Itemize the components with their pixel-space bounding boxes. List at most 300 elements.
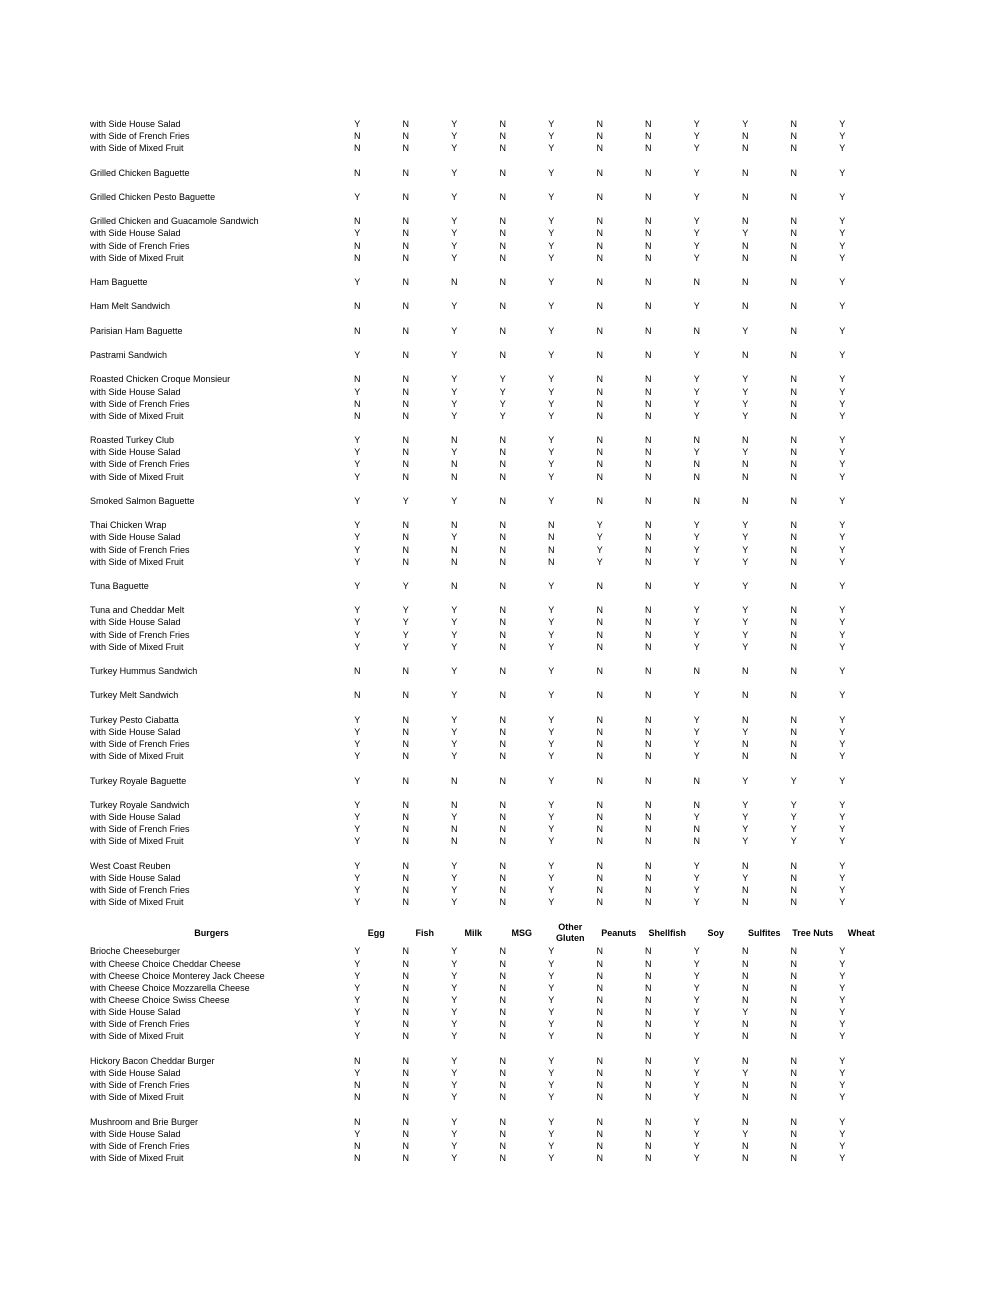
allergen-value: Y: [693, 192, 700, 203]
table-row: [90, 385, 880, 397]
table-row: [90, 531, 880, 543]
allergen-value: N: [499, 739, 506, 750]
allergen-value: N: [645, 325, 652, 336]
allergen-value: Y: [839, 629, 846, 640]
allergen-value: Y: [742, 836, 749, 847]
allergen-value: Y: [548, 119, 555, 130]
allergen-value: N: [790, 666, 797, 677]
allergen-value: Y: [548, 1128, 555, 1139]
allergen-value: N: [742, 860, 749, 871]
allergen-value: N: [596, 131, 603, 142]
item-name: Parisian Ham Baguette: [90, 325, 183, 336]
allergen-value: N: [645, 435, 652, 446]
table-row: [90, 227, 880, 239]
allergen-value: Y: [693, 216, 700, 227]
allergen-value: N: [693, 435, 700, 446]
allergen-value: N: [596, 714, 603, 725]
allergen-value: Y: [693, 617, 700, 628]
allergen-value: N: [499, 1128, 506, 1139]
allergen-value: Y: [693, 872, 700, 883]
column-header-msg: MSG: [511, 927, 532, 938]
item-name: with Side of French Fries: [90, 1140, 190, 1151]
allergen-value: N: [742, 897, 749, 908]
table-row: [90, 142, 880, 154]
allergen-value: Y: [548, 605, 555, 616]
allergen-value: Y: [742, 641, 749, 652]
allergen-value: Y: [402, 629, 409, 640]
allergen-value: Y: [693, 982, 700, 993]
allergen-value: N: [451, 836, 458, 847]
item-name: Turkey Royale Baguette: [90, 775, 187, 786]
allergen-value: Y: [548, 1080, 555, 1091]
allergen-value: Y: [451, 641, 458, 652]
allergen-value: Y: [548, 946, 555, 957]
allergen-value: N: [596, 143, 603, 154]
allergen-value: Y: [402, 641, 409, 652]
allergen-value: Y: [693, 556, 700, 567]
table-row: [90, 1018, 880, 1030]
allergen-value: N: [499, 228, 506, 239]
item-name: with Side House Salad: [90, 1007, 181, 1018]
group-spacer: [90, 847, 880, 859]
section-title: Burgers: [194, 927, 229, 938]
allergen-value: N: [499, 556, 506, 567]
allergen-value: Y: [693, 860, 700, 871]
allergen-value: N: [596, 410, 603, 421]
allergen-value: Y: [548, 350, 555, 361]
allergen-value: Y: [839, 277, 846, 288]
allergen-value: Y: [354, 495, 361, 506]
allergen-value: N: [693, 836, 700, 847]
item-name: Grilled Chicken and Guacamole Sandwich: [90, 216, 259, 227]
allergen-value: N: [790, 1031, 797, 1042]
allergen-value: N: [742, 739, 749, 750]
allergen-value: Y: [693, 410, 700, 421]
allergen-value: N: [645, 946, 652, 957]
allergen-value: Y: [451, 946, 458, 957]
table-row: [90, 738, 880, 750]
allergen-value: N: [742, 751, 749, 762]
allergen-value: N: [693, 277, 700, 288]
allergen-value: N: [354, 1116, 361, 1127]
allergen-value: N: [645, 799, 652, 810]
allergen-value: N: [645, 131, 652, 142]
allergen-value: N: [354, 410, 361, 421]
allergen-value: Y: [839, 775, 846, 786]
allergen-value: Y: [839, 946, 846, 957]
allergen-value: Y: [548, 143, 555, 154]
allergen-value: N: [499, 1080, 506, 1091]
item-name: with Cheese Choice Swiss Cheese: [90, 995, 230, 1006]
allergen-value: N: [693, 495, 700, 506]
item-name: Roasted Turkey Club: [90, 435, 175, 446]
allergen-value: N: [645, 386, 652, 397]
allergen-value: N: [790, 982, 797, 993]
allergen-value: N: [402, 982, 409, 993]
allergen-value: N: [596, 970, 603, 981]
allergen-value: Y: [548, 410, 555, 421]
allergen-value: N: [790, 581, 797, 592]
allergen-value: N: [645, 629, 652, 640]
allergen-value: N: [790, 690, 797, 701]
table-row: [90, 543, 880, 555]
allergen-value: N: [742, 884, 749, 895]
allergen-value: Y: [499, 398, 506, 409]
allergen-value: N: [402, 824, 409, 835]
allergen-value: N: [354, 398, 361, 409]
allergen-value: N: [596, 824, 603, 835]
allergen-value: Y: [354, 629, 361, 640]
group-spacer: [90, 264, 880, 276]
table-row: [90, 240, 880, 252]
allergen-value: Y: [693, 1067, 700, 1078]
allergen-value: Y: [354, 119, 361, 130]
allergen-value: Y: [839, 884, 846, 895]
allergen-value: Y: [354, 811, 361, 822]
allergen-value: N: [499, 301, 506, 312]
group-spacer: [90, 762, 880, 774]
allergen-value: N: [742, 350, 749, 361]
table-row: [90, 1140, 880, 1152]
allergen-value: N: [693, 775, 700, 786]
allergen-value: N: [402, 1153, 409, 1164]
allergen-value: Y: [693, 1055, 700, 1066]
allergen-value: N: [742, 167, 749, 178]
allergen-value: N: [742, 1153, 749, 1164]
allergen-value: N: [790, 1153, 797, 1164]
allergen-value: N: [596, 1007, 603, 1018]
allergen-value: N: [790, 1019, 797, 1030]
allergen-value: N: [402, 350, 409, 361]
allergen-value: Y: [451, 1055, 458, 1066]
allergen-value: Y: [839, 1140, 846, 1151]
allergen-value: N: [645, 581, 652, 592]
group-spacer: [90, 787, 880, 799]
allergen-value: Y: [839, 751, 846, 762]
allergen-value: N: [645, 982, 652, 993]
item-name: Smoked Salmon Baguette: [90, 495, 195, 506]
allergen-value: Y: [839, 811, 846, 822]
allergen-value: Y: [354, 1019, 361, 1030]
allergen-value: Y: [548, 836, 555, 847]
allergen-value: Y: [548, 435, 555, 446]
allergen-value: N: [499, 495, 506, 506]
allergen-value: N: [693, 799, 700, 810]
table-row: [90, 957, 880, 969]
allergen-value: Y: [548, 398, 555, 409]
allergen-table: [90, 118, 880, 1176]
allergen-value: N: [499, 775, 506, 786]
allergen-value: Y: [548, 970, 555, 981]
allergen-value: Y: [548, 1092, 555, 1103]
allergen-value: N: [354, 252, 361, 263]
allergen-value: N: [402, 995, 409, 1006]
allergen-value: N: [402, 1031, 409, 1042]
allergen-value: N: [645, 495, 652, 506]
allergen-value: Y: [742, 447, 749, 458]
allergen-value: Y: [548, 690, 555, 701]
allergen-value: N: [645, 252, 652, 263]
allergen-value: N: [742, 192, 749, 203]
allergen-value: Y: [451, 398, 458, 409]
allergen-value: N: [402, 471, 409, 482]
allergen-value: Y: [451, 1080, 458, 1091]
allergen-value: N: [645, 544, 652, 555]
allergen-value: N: [499, 946, 506, 957]
allergen-value: N: [402, 459, 409, 470]
allergen-value: N: [596, 751, 603, 762]
allergen-value: N: [499, 690, 506, 701]
allergen-value: N: [790, 739, 797, 750]
item-name: with Side of French Fries: [90, 1019, 190, 1030]
allergen-value: Y: [548, 325, 555, 336]
allergen-value: N: [742, 471, 749, 482]
allergen-value: N: [596, 350, 603, 361]
allergen-value: Y: [693, 970, 700, 981]
allergen-value: N: [645, 617, 652, 628]
allergen-value: N: [742, 1116, 749, 1127]
allergen-value: Y: [693, 1092, 700, 1103]
allergen-value: N: [402, 860, 409, 871]
allergen-value: Y: [839, 970, 846, 981]
allergen-value: Y: [790, 824, 797, 835]
allergen-value: Y: [548, 228, 555, 239]
allergen-value: N: [499, 581, 506, 592]
allergen-value: N: [645, 471, 652, 482]
allergen-value: N: [645, 167, 652, 178]
allergen-value: N: [499, 216, 506, 227]
allergen-value: Y: [693, 1019, 700, 1030]
allergen-value: N: [645, 605, 652, 616]
allergen-value: Y: [548, 1153, 555, 1164]
allergen-value: Y: [548, 884, 555, 895]
allergen-value: Y: [548, 958, 555, 969]
allergen-value: N: [499, 958, 506, 969]
allergen-value: N: [402, 532, 409, 543]
allergen-value: N: [790, 398, 797, 409]
allergen-value: Y: [839, 1116, 846, 1127]
allergen-value: N: [402, 277, 409, 288]
allergen-value: N: [596, 447, 603, 458]
allergen-value: N: [790, 216, 797, 227]
item-name: Roasted Chicken Croque Monsieur: [90, 374, 231, 385]
allergen-value: N: [451, 824, 458, 835]
item-name: with Side of Mixed Fruit: [90, 410, 184, 421]
group-spacer: [90, 179, 880, 191]
allergen-value: N: [790, 897, 797, 908]
allergen-value: Y: [451, 240, 458, 251]
allergen-value: N: [402, 1055, 409, 1066]
allergen-value: Y: [548, 739, 555, 750]
item-name: with Side of French Fries: [90, 544, 190, 555]
item-name: with Side of French Fries: [90, 240, 190, 251]
allergen-value: N: [354, 1055, 361, 1066]
allergen-value: Y: [693, 1031, 700, 1042]
allergen-value: N: [402, 1140, 409, 1151]
allergen-value: Y: [742, 228, 749, 239]
allergen-value: N: [742, 277, 749, 288]
allergen-value: Y: [548, 811, 555, 822]
allergen-value: N: [402, 811, 409, 822]
allergen-value: Y: [839, 495, 846, 506]
allergen-value: N: [499, 131, 506, 142]
allergen-value: N: [596, 690, 603, 701]
allergen-value: Y: [693, 350, 700, 361]
allergen-value: Y: [451, 1092, 458, 1103]
group-spacer: [90, 483, 880, 495]
allergen-value: Y: [451, 958, 458, 969]
allergen-value: Y: [693, 252, 700, 263]
table-row: [90, 1152, 880, 1164]
allergen-value: N: [402, 1128, 409, 1139]
allergen-value: N: [402, 1007, 409, 1018]
allergen-value: Y: [354, 836, 361, 847]
allergen-value: Y: [354, 799, 361, 810]
allergen-value: N: [645, 216, 652, 227]
allergen-value: Y: [839, 1128, 846, 1139]
allergen-value: N: [645, 556, 652, 567]
allergen-value: N: [645, 301, 652, 312]
table-row: [90, 130, 880, 142]
allergen-value: N: [790, 520, 797, 531]
allergen-value: Y: [451, 982, 458, 993]
allergen-value: Y: [839, 435, 846, 446]
table-row: [90, 774, 880, 786]
allergen-value: Y: [839, 995, 846, 1006]
allergen-value: Y: [839, 1067, 846, 1078]
allergen-value: N: [402, 447, 409, 458]
allergen-value: N: [742, 1031, 749, 1042]
allergen-value: Y: [839, 1019, 846, 1030]
allergen-value: N: [790, 1007, 797, 1018]
allergen-value: N: [596, 277, 603, 288]
allergen-value: N: [402, 897, 409, 908]
allergen-value: Y: [354, 1067, 361, 1078]
allergen-value: N: [742, 240, 749, 251]
allergen-value: N: [548, 544, 555, 555]
allergen-value: N: [645, 739, 652, 750]
allergen-value: N: [645, 824, 652, 835]
allergen-value: Y: [596, 532, 603, 543]
allergen-value: N: [790, 751, 797, 762]
allergen-value: N: [499, 277, 506, 288]
allergen-value: Y: [839, 398, 846, 409]
allergen-value: Y: [451, 1153, 458, 1164]
group-spacer: [90, 677, 880, 689]
column-header-egg: Egg: [367, 927, 385, 938]
allergen-value: N: [596, 495, 603, 506]
item-name: Grilled Chicken Pesto Baguette: [90, 192, 216, 203]
allergen-value: Y: [354, 435, 361, 446]
allergen-value: Y: [839, 1153, 846, 1164]
allergen-value: Y: [548, 447, 555, 458]
allergen-value: N: [499, 1067, 506, 1078]
allergen-value: Y: [839, 726, 846, 737]
allergen-value: Y: [548, 581, 555, 592]
allergen-value: N: [596, 228, 603, 239]
allergen-value: N: [790, 374, 797, 385]
group-spacer: [90, 313, 880, 325]
allergen-value: Y: [693, 629, 700, 640]
item-name: with Cheese Choice Monterey Jack Cheese: [90, 970, 265, 981]
allergen-value: Y: [499, 410, 506, 421]
item-name: with Side House Salad: [90, 811, 181, 822]
item-name: with Side of Mixed Fruit: [90, 1153, 184, 1164]
allergen-value: N: [790, 556, 797, 567]
allergen-value: N: [596, 958, 603, 969]
allergen-value: N: [354, 666, 361, 677]
allergen-value: N: [645, 884, 652, 895]
allergen-value: N: [790, 119, 797, 130]
allergen-value: N: [790, 447, 797, 458]
item-name: with Side House Salad: [90, 119, 181, 130]
allergen-value: Y: [839, 167, 846, 178]
allergen-value: Y: [548, 252, 555, 263]
allergen-value: N: [790, 532, 797, 543]
group-spacer: [90, 1103, 880, 1115]
allergen-value: Y: [548, 216, 555, 227]
allergen-value: Y: [839, 1055, 846, 1066]
item-name: with Side of Mixed Fruit: [90, 897, 184, 908]
allergen-value: N: [499, 970, 506, 981]
allergen-value: N: [645, 1092, 652, 1103]
table-row: [90, 1128, 880, 1140]
item-name: with Side of Mixed Fruit: [90, 641, 184, 652]
allergen-value: Y: [548, 277, 555, 288]
allergen-value: N: [790, 325, 797, 336]
allergen-value: Y: [354, 605, 361, 616]
allergen-value: Y: [693, 131, 700, 142]
allergen-value: Y: [451, 970, 458, 981]
allergen-value: Y: [790, 811, 797, 822]
allergen-value: Y: [451, 131, 458, 142]
allergen-value: N: [596, 1153, 603, 1164]
table-row: [90, 823, 880, 835]
allergen-value: N: [402, 167, 409, 178]
allergen-value: Y: [354, 447, 361, 458]
allergen-value: Y: [839, 471, 846, 482]
allergen-value: Y: [354, 995, 361, 1006]
item-name: with Side of French Fries: [90, 131, 190, 142]
allergen-value: N: [596, 325, 603, 336]
allergen-value: Y: [693, 1128, 700, 1139]
allergen-value: Y: [451, 143, 458, 154]
table-row: [90, 799, 880, 811]
allergen-value: Y: [354, 982, 361, 993]
allergen-value: N: [645, 995, 652, 1006]
allergen-value: N: [596, 374, 603, 385]
allergen-value: N: [645, 860, 652, 871]
group-spacer: [90, 203, 880, 215]
table-row: [90, 1055, 880, 1067]
allergen-value: N: [548, 556, 555, 567]
allergen-value: N: [596, 982, 603, 993]
allergen-value: Y: [354, 775, 361, 786]
item-name: with Side of Mixed Fruit: [90, 1092, 184, 1103]
allergen-value: N: [645, 532, 652, 543]
table-row: [90, 300, 880, 312]
allergen-value: Y: [742, 119, 749, 130]
allergen-value: N: [790, 410, 797, 421]
allergen-value: N: [742, 1019, 749, 1030]
allergen-value: N: [645, 143, 652, 154]
allergen-value: N: [354, 143, 361, 154]
allergen-value: N: [499, 544, 506, 555]
allergen-value: Y: [693, 605, 700, 616]
allergen-value: Y: [354, 459, 361, 470]
allergen-value: Y: [354, 860, 361, 871]
allergen-value: Y: [742, 824, 749, 835]
